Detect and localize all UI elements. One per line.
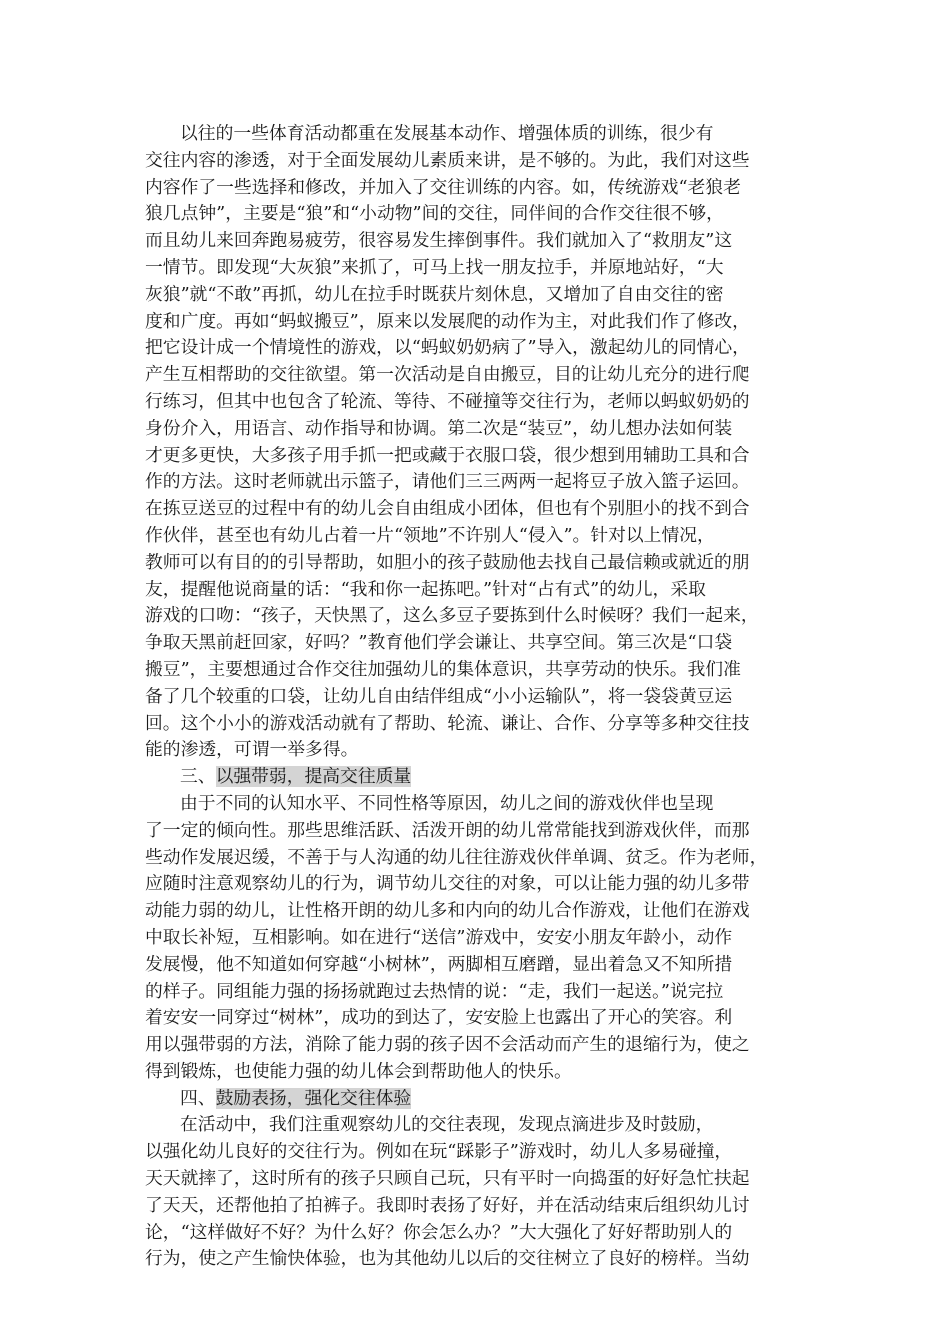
text-line: 行练习，但其中也包含了轮流、等待、不碰撞等交往行为，老师以蚂蚁奶奶的 [145,390,750,412]
text-line: 度和广度。再如“蚂蚁搬豆”，原来以发展爬的动作为主，对此我们作了修改， [145,310,750,332]
text-line: 友，提醒他说商量的话：“我和你一起拣吧。”针对“占有式”的幼儿，采取 [145,578,706,600]
text-line: 论，“这样做好不好？为什么好？你会怎么办？”大大强化了好好帮助别人的 [145,1221,733,1243]
text-line: 些动作发展迟缓，不善于与人沟通的幼儿往往游戏伙伴单调、贫乏。作为老师， [145,846,768,868]
text-line: 在拣豆送豆的过程中有的幼儿会自由组成小团体，但也有个别胆小的找不到合 [145,498,750,520]
text-line: 了天天，还帮他拍了拍裤子。我即时表扬了好好，并在活动结束后组织幼儿讨 [145,1194,750,1216]
text-line: 用以强带弱的方法，消除了能力弱的孩子因不会活动而产生的退缩行为，使之 [145,1034,750,1056]
section-heading-title: 鼓励表扬，强化交往体验 [215,1087,412,1109]
text-line: 回。这个小小的游戏活动就有了帮助、轮流、谦让、合作、分享等多种交往技 [145,712,750,734]
text-line: 备了几个较重的口袋，让幼儿自由结伴组成“小小运输队”，将一袋袋黄豆运 [145,685,733,707]
text-line: 狼几点钟”，主要是“狼”和“小动物”间的交往，同伴间的合作交往很不够， [145,203,724,225]
text-line: 交往内容的渗透，对于全面发展幼儿素质来讲，是不够的。为此，我们对这些 [145,149,750,171]
text-line: 发展慢，他不知道如何穿越“小树林”，两脚相互磨蹭，显出着急又不知所措 [145,953,733,975]
text-line: 把它设计成一个情境性的游戏，以“蚂蚁奶奶病了”导入，激起幼儿的同情心， [145,337,750,359]
text-line: 产生互相帮助的交往欲望。第一次活动是自由搬豆，目的让幼儿充分的进行爬 [145,364,750,386]
section-heading-title: 以强带弱，提高交往质量 [215,766,412,788]
text-line: 应随时注意观察幼儿的行为，调节幼儿交往的对象，可以让能力强的幼儿多带 [145,873,750,895]
section-heading [145,764,810,791]
text-line: 作的方法。这时老师就出示篮子，请他们三三两两一起将豆子放入篮子运回。 [145,471,750,493]
text-line: 得到锻炼，也使能力强的幼儿体会到帮助他人的快乐。 [145,1060,572,1082]
text-line: 以往的一些体育活动都重在发展基本动作、增强体质的训练，很少有 [180,123,714,144]
text-line: 了一定的倾向性。那些思维活跃、活泼开朗的幼儿常常能找到游戏伙伴，而那 [145,819,750,841]
section-heading-number: 四、 [180,1087,216,1109]
text-line: 才更多更快，大多孩子用手抓一把或藏于衣服口袋，很少想到用辅助工具和合 [145,444,750,466]
text-line: 争取天黑前赶回家，好吗？”教育他们学会谦让、共享空间。第三次是“口袋 [145,632,733,654]
text-line: 搬豆”，主要想通过合作交往加强幼儿的集体意识，共享劳动的快乐。我们准 [145,658,741,680]
section-heading [145,1086,810,1113]
text-line: 而且幼儿来回奔跑易疲劳，很容易发生摔倒事件。我们就加入了“救朋友”这 [145,230,733,252]
text-line: 在活动中，我们注重观察幼儿的交往表现，发现点滴进步及时鼓励， [180,1114,714,1136]
text-line: 内容作了一些选择和修改，并加入了交往训练的内容。如，传统游戏“老狼老 [145,176,741,198]
text-line: 天天就摔了，这时所有的孩子只顾自己玩，只有平时一向捣蛋的好好急忙扶起 [145,1168,750,1190]
text-line: 着安安一同穿过“树林”，成功的到达了，安安脸上也露出了开心的笑容。利 [145,1007,733,1029]
section-heading-number: 三、 [180,766,216,788]
text-line: 作伙伴，甚至也有幼儿占着一片“领地”不许别人“侵入”。针对以上情况， [145,524,715,546]
text-line: 能的渗透，可谓一举多得。 [145,739,359,761]
text-line: 以强化幼儿良好的交往行为。例如在玩“踩影子”游戏时，幼儿人多易碰撞， [145,1141,733,1163]
text-line: 身份介入，用语言、动作指导和协调。第二次是“装豆”，幼儿想办法如何装 [145,417,733,439]
text-line: 游戏的口吻：“孩子，天快黑了，这么多豆子要拣到什么时候呀？我们一起来， [145,605,759,627]
text-line: 中取长补短，互相影响。如在进行“送信”游戏中，安安小朋友年龄小，动作 [145,926,733,948]
text-line: 动能力弱的幼儿，让性格开朗的幼儿多和内向的幼儿合作游戏，让他们在游戏 [145,900,750,922]
text-line: 灰狼”就“不敢”再抓，幼儿在拉手时既获片刻休息，又增加了自由交往的密 [145,283,724,305]
text-line: 行为，使之产生愉快体验，也为其他幼儿以后的交往树立了良好的榜样。当幼 [145,1248,750,1270]
text-line: 由于不同的认知水平、不同性格等原因，幼儿之间的游戏伙伴也呈现 [180,792,714,814]
text-line: 的样子。同组能力强的扬扬就跑过去热情的说：“走，我们一起送。”说完拉 [145,980,724,1002]
text-line: 一情节。即发现“大灰狼”来抓了，可马上找一朋友拉手，并原地站好，“大 [145,256,724,278]
document-body [145,121,810,1273]
text-line: 教师可以有目的的引导帮助，如胆小的孩子鼓励他去找自己最信赖或就近的朋 [145,551,750,573]
